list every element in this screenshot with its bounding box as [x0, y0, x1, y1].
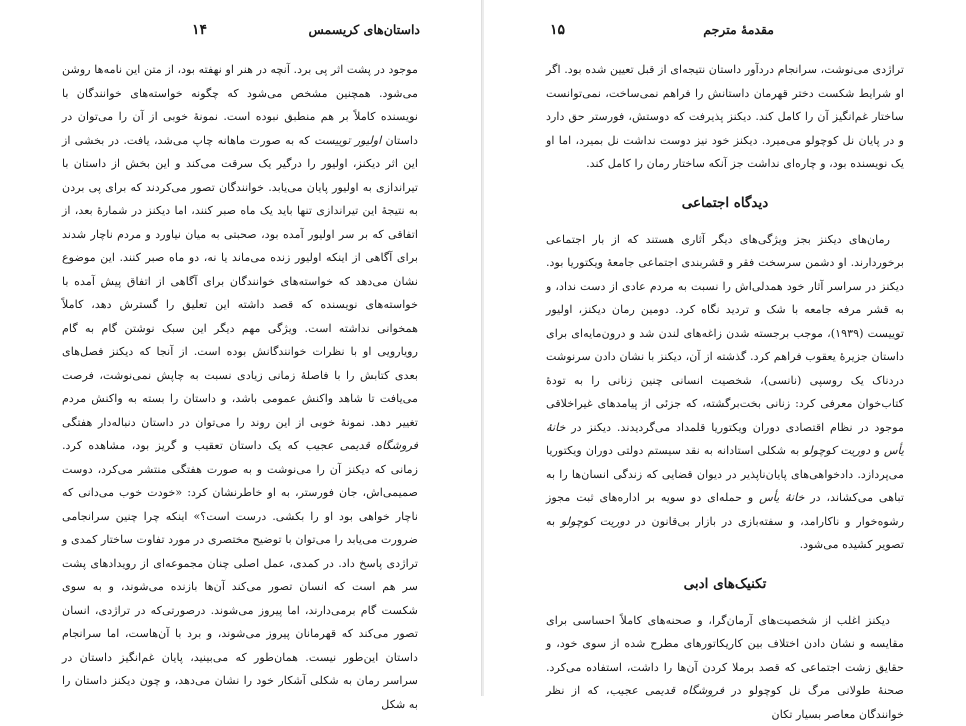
text-run: دیکنز اغلب از شخصیت‌های آرمان‌گرا، و صحنه‌های کاملاً احساسی برای مقایسه و نشان دادن اختلاف بین کاریکاتورهای مطرح شده از سوی خود، و حقایق زشت اجتماعی که قصد برملا کردن آن‌ها را داشت، استفاده می‌کرد. صحنۀ طولانی مرگ نل کوچولو در — [546, 614, 904, 698]
running-header — [550, 22, 774, 42]
page-number: ۱۵ — [550, 22, 565, 38]
right-page — [484, 0, 966, 696]
page-body — [62, 58, 418, 716]
text-run: و — [870, 444, 884, 457]
running-title: مقدمۀ مترجم — [703, 22, 774, 37]
section-heading: تکنیک‌های ادبی — [546, 573, 904, 595]
book-title-italic: دوریت کوچولو — [561, 515, 630, 528]
book-title-italic: فروشگاه قدیمی عجیب — [305, 439, 418, 452]
body-paragraph: تراژدی می‌نوشت، سرانجام دردآور داستان نتیجه‌ای از قبل تعیین شده بود. اگر او شرایط شکست دختر قهرمان داستانش را فراهم نمی‌ساخت، نمی‌توانست ساختار غم‌انگیز آن را کامل کند. دیکنز پذیرفت که دوستش، فورستر حق دارد و در پایان نل کوچولو می‌میرد. دیکنز خود نیز دوست نداشت نل بمیرد، اما او یک نویسنده بود، و چاره‌ای نداشت جز آنکه ساختار رمان را کامل کند. — [546, 58, 904, 176]
body-paragraph — [546, 228, 904, 557]
book-title-italic: اولیور توییست — [314, 134, 381, 147]
page-body — [546, 58, 904, 726]
running-title: داستان‌های کریسمس — [309, 22, 420, 37]
running-header — [192, 22, 420, 42]
text-run: که یک داستان تعقیب و گریز بود، مشاهده کرد. زمانی که دیکنز آن را می‌نوشت و به صورت هفتگی منتشر می‌کرد، دوست صمیمی‌اش، جان فورستر، به او خاطرنشان کرد: «خودت خوب می‌دانی که ناچار خواهی بود او را بکشی. درست است؟» اینکه چرا چنین سرانجامی ضرورت می‌یابد را می‌توان با توضیح مختصری در مورد تفاوت ساختار کمدی و تراژدی پاسخ داد. در کمدی، عمل اصلی چنان مجموعه‌ای از رویدادهای پشت سر هم است که انسان تصور می‌کند آن‌ها بازنده می‌شوند، و به سوی شکست گام برمی‌دارند، اما پیروز می‌شوند. درصورتی‌که در تراژدی، انسان تصور می‌کند که قهرمانان پیروز می‌شوند، و برد با آن‌هاست، اما سرانجام داستان این‌طور نیست. همان‌طور که می‌بینید، پایان غم‌انگیز داستان در سراسر رمان به شکلی آشکار خود را نشان می‌دهد، و چون دیکنز داستان را به شکل — [62, 439, 418, 711]
left-page — [0, 0, 482, 696]
text-run: ، که از نظر خوانندگان معاصر بسیار تکان — [546, 684, 904, 721]
book-title-italic: خانۀ یأس — [546, 421, 904, 458]
text-run: موجود در پشت اثر پی برد. آنچه در هنر او نهفته بود، از متن این نامه‌ها روشن می‌شود. همچنین مشخص می‌شود که چگونه خواسته‌های خوانندگان با نویسنده کاملاً بر هم منطبق نبوده است. نمونۀ خوبی از آن را می‌توان در داستان — [62, 63, 418, 147]
text-run: به شکلی استادانه به نقد سیستم دولتی دوران ویکتوریا می‌پردازد. دادخواهی‌های پایان‌ناپذیر در دیوان قضایی که زندگی انسان‌ها را به تباهی می‌کشاند، در — [546, 444, 904, 504]
book-title-italic: خانۀ یأس — [759, 491, 804, 504]
body-paragraph — [546, 609, 904, 726]
text-run: رمان‌های دیکنز بجز ویژگی‌های دیگر آثاری هستند که از بار اجتماعی برخوردارند. او دشمن سرسخت فقر و قشربندی اجتماعی جامعۀ ویکتوریا بود. دیکنز در سراسر آثار خود همدلی‌اش را نسبت به مردم عادی از دست نداد، و به قشر مرفه جامعه با شک و تردید نگاه کرد. دومین رمان دیکنز، اولیور توییست (۱۹۳۹)، موجب برجسته شدن زاغه‌های لندن شد و درون‌مایه‌ای برای داستان جزیرۀ یعقوب فراهم کرد. گذشته از آن، دیکنز با نشان دادن سرنوشت دردناک یک روسپی (نانسی)، شخصیت انسانی چنین زنانی را به تودۀ کتاب‌خوان معرفی کرد: زنانی بخت‌برگشته، که جزئی از پیامدهای غیراخلاقی موجود در نظام اقتصادی دوران ویکتوریا قلمداد می‌گردیدند. دیکنز در — [546, 233, 904, 434]
body-paragraph — [62, 58, 418, 716]
section-heading: دیدگاه اجتماعی — [546, 192, 904, 214]
text-run: و حمله‌ای دو سویه بر اداره‌های ثبت مجوز رشوه‌خوار و ناکارامد، و سفته‌بازی در بازار بی‌قانون در — [546, 491, 904, 528]
text-run: که به صورت ماهانه چاپ می‌شد، یافت. در بخشی از این اثر دیکنز، اولیور را درگیر یک سرقت می‌کند و این بخش از داستان با تیراندازی به اولیور پایان می‌یابد. خوانندگان تصور می‌کردند که برای پی بردن به نتیجۀ این تیراندازی تنها باید یک ماه صبر کنند، اما دیکنز در شمارۀ بعد، از اتفاقی که بر سر اولیور آمده بود، صحبتی به میان نیاورد و مردم ناچار شدند برای آگاهی از اینکه اولیور زنده می‌ماند یا نه، دو ماه صبر کنند. این موضوع نشان می‌دهد که خواسته‌های خوانندگان برای آگاهی از اتفاق پیش آمده با خواسته‌های نویسنده که قصد داشته این تعلیق را گسترش دهد، کاملاً همخوانی نداشته است. ویژگی مهم دیگر این سبک نوشتن گام به گام رویارویی او با نظرات خوانندگانش بوده است. از آنجا که دیکنز فصل‌های بعدی کتابش را با فاصلۀ زمانی زیادی نسبت به چاپش نمی‌نوشت، فرصت می‌یافت تا شاهد واکنش عمومی باشد، و داستان را بسته به واکنش مردم تغییر دهد. نمونۀ خوبی از این روند را می‌توان در داستان دنباله‌دار هفتگی — [62, 134, 418, 429]
book-title-italic: دوریت کوچولو — [803, 444, 870, 457]
page-number: ۱۴ — [192, 22, 207, 38]
book-title-italic: فروشگاه قدیمی عجیب — [610, 684, 725, 697]
text-run: به تصویر کشیده می‌شود. — [546, 515, 904, 552]
